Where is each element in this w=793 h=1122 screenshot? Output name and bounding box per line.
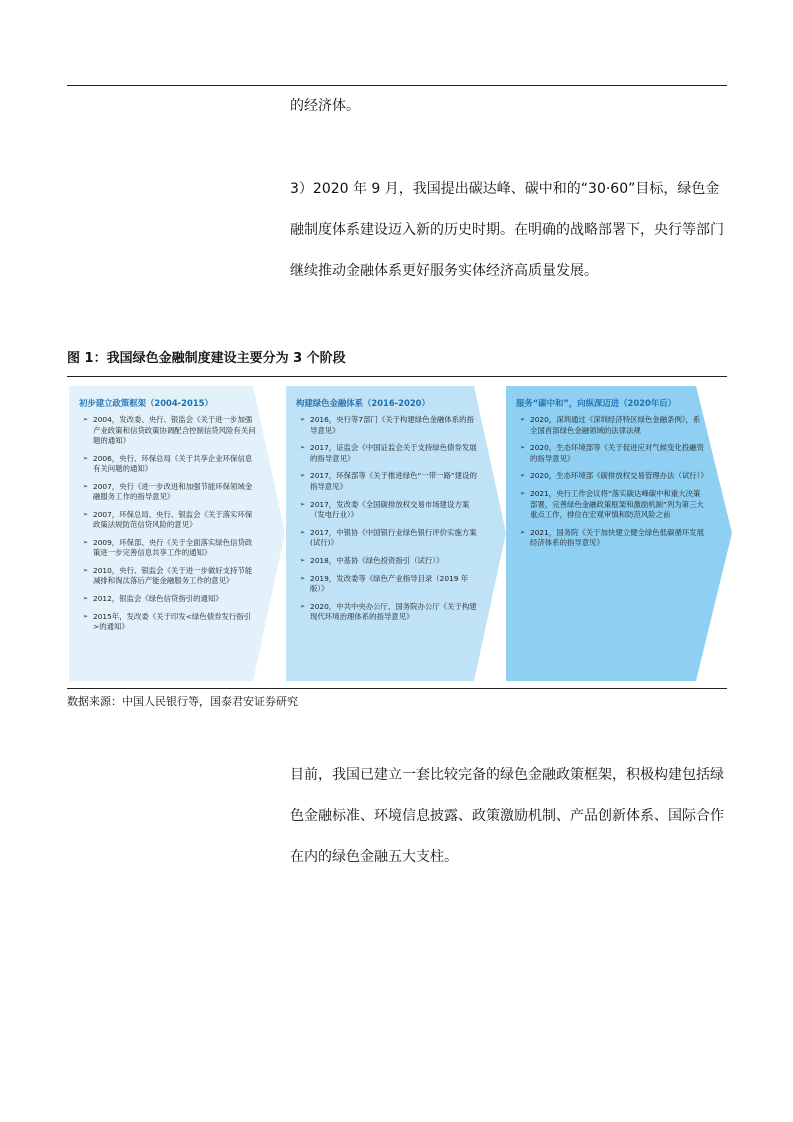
text-line: 的经济体。 xyxy=(290,98,360,114)
chevron-right-icon: ➢ xyxy=(300,556,306,564)
list-item: ➢ 2021，央行工作会议将“落实碳达峰碳中和重大决策部署，完善绿色金融政策框架和激励机制”列为第三大重点工作，排位在宏观审慎和防范风险之前 xyxy=(520,489,704,519)
text-line: 继续推动金融体系更好服务实体经济高质量发展。 xyxy=(290,263,598,279)
list-item: ➢ 2017，证监会《中国证监会关于支持绿色债券发展的指导意见》 xyxy=(300,443,477,463)
chevron-right-icon: ➢ xyxy=(300,602,306,610)
text-line: 目前，我国已建立一套比较完备的绿色金融政策框架，积极构建包括绿 xyxy=(290,767,724,783)
list-item: ➢ 2009，环保部、央行《关于全面落实绿色信贷政策进一步完善信息共享工作的通知》 xyxy=(83,537,253,558)
list-item: ➢ 2021，国务院《关于加快建立健全绿色低碳循环发展经济体系的指导意见》 xyxy=(520,527,705,547)
chevron-right-icon: ➢ xyxy=(300,472,306,480)
stage-1-title: 初步建立政策框架（2004-2015） xyxy=(79,398,213,408)
stage-3-title: 服务“碳中和”，向纵深迈进（2020年后） xyxy=(516,398,676,408)
list-item: ➢ 2019，发改委等《绿色产业指导目录（2019 年版）》 xyxy=(300,573,469,593)
paragraph-2 xyxy=(290,169,730,292)
figure-source: 数据来源：中国人民银行等，国泰君安证券研究 xyxy=(67,695,298,708)
chevron-right-icon: ➢ xyxy=(83,482,89,490)
stage-2-list xyxy=(296,415,480,622)
chevron-right-icon: ➢ xyxy=(83,538,89,546)
chevron-right-icon: ➢ xyxy=(520,528,526,536)
chevron-right-icon: ➢ xyxy=(520,416,526,424)
chevron-right-icon: ➢ xyxy=(300,528,306,536)
stage-2-title: 构建绿色金融体系（2016-2020） xyxy=(296,398,430,408)
chevron-right-icon: ➢ xyxy=(83,510,89,518)
chevron-right-icon: ➢ xyxy=(83,416,89,424)
text-line: 3）2020 年 9 月，我国提出碳达峰、碳中和的“30·60”目标，绿色金 xyxy=(290,181,720,197)
text-line: 色金融标准、环境信息披露、政策激励机制、产品创新体系、国际合作 xyxy=(290,808,724,824)
chevron-right-icon: ➢ xyxy=(520,490,526,498)
list-item: ➢ 2004，发改委、央行、银监会《关于进一步加强产业政策和信贷政策协调配合控制信贷风险有关问题的通知》 xyxy=(83,415,256,445)
chevron-right-icon: ➢ xyxy=(520,472,526,480)
chevron-right-icon: ➢ xyxy=(83,595,89,603)
chevron-right-icon: ➢ xyxy=(300,574,306,582)
chevron-right-icon: ➢ xyxy=(83,567,89,575)
chevron-right-icon: ➢ xyxy=(83,454,89,462)
stage-1-chevron xyxy=(69,386,285,681)
stage-3-chevron xyxy=(506,386,732,681)
stage-1-content xyxy=(69,386,257,640)
list-item: ➢ 2007，环保总局、央行、银监会《关于落实环保政策法规防范信贷风险的意见》 xyxy=(83,509,253,530)
chevron-right-icon: ➢ xyxy=(300,444,306,452)
list-item: ➢ 2015年，发改委《关于印发<绿色债券发行指引>的通知》 xyxy=(83,611,252,632)
stage-3-list xyxy=(516,415,708,548)
list-item: ➢ 2018，中基协《绿色投资指引（试行）》 xyxy=(300,555,444,565)
chevron-right-icon: ➢ xyxy=(300,500,306,508)
text-line: 在内的绿色金融五大支柱。 xyxy=(290,849,458,865)
stage-2-content xyxy=(286,386,480,630)
list-item: ➢ 2017，环保部等《关于推进绿色“一带一路”建设的指导意见》 xyxy=(300,471,477,491)
figure-bottom-rule xyxy=(67,688,727,689)
stage-1-list xyxy=(79,415,257,632)
list-item: ➢ 2017，中银协《中国银行业绿色银行评价实施方案(试行)》 xyxy=(300,527,477,547)
list-item: ➢ 2006，央行、环保总局《关于共享企业环保信息有关问题的通知》 xyxy=(83,453,253,473)
figure-top-rule xyxy=(67,376,727,377)
list-item: ➢ 2020，生态环境部等《关于促进应对气候变化投融资的指导意见》 xyxy=(520,443,705,463)
chevron-right-icon: ➢ xyxy=(83,612,89,620)
stage-3-content xyxy=(506,386,708,556)
figure-title: 图 1：我国绿色金融制度建设主要分为 3 个阶段 xyxy=(67,351,346,366)
chevron-right-icon: ➢ xyxy=(300,416,306,424)
paragraph-3 xyxy=(290,755,730,878)
list-item: ➢ 2016，央行等7部门《关于构建绿色金融体系的指导意见》 xyxy=(300,415,474,435)
stage-2-chevron xyxy=(286,386,506,681)
list-item: ➢ 2012，银监会《绿色信贷指引的通知》 xyxy=(83,594,223,604)
paragraph-1 xyxy=(290,86,730,127)
list-item: ➢ 2007，央行《进一步改进和加强节能环保领域金融服务工作的指导意见》 xyxy=(83,481,253,502)
text-line: 融制度体系建设迈入新的历史时期。在明确的战略部署下，央行等部门 xyxy=(290,222,724,238)
list-item: ➢ 2010，央行、银监会《关于进一步做好支持节能减排和淘汰落后产能金融服务工作的意见》 xyxy=(83,566,253,586)
list-item: ➢ 2020，中共中央办公厅、国务院办公厅《关于构建现代环境治理体系的指导意见》 xyxy=(300,601,477,621)
list-item: ➢ 2020，深圳通过《深圳经济特区绿色金融条例》，系全国首部绿色金融领域的法律法规 xyxy=(520,415,701,435)
chevron-right-icon: ➢ xyxy=(520,444,526,452)
list-item: ➢ 2020，生态环境部《碳排放权交易管理办法（试行）》 xyxy=(520,471,708,481)
list-item: ➢ 2017，发改委《全国碳排放权交易市场建设方案（发电行业）》 xyxy=(300,499,470,519)
